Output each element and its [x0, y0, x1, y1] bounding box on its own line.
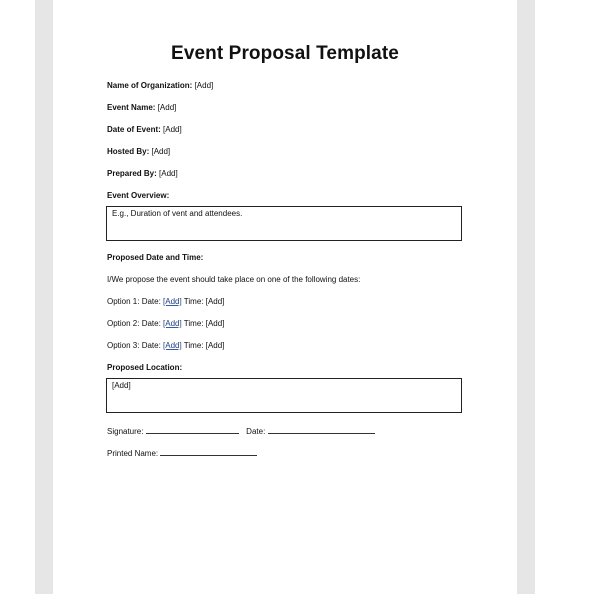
option-3-time[interactable]: [Add] [205, 341, 225, 350]
prepared-by-label: Prepared By: [107, 169, 157, 178]
option-2-prefix: Option 2: Date: [107, 319, 164, 328]
proposed-date-heading: Proposed Date and Time: [107, 253, 204, 262]
event-name-field [107, 103, 176, 113]
organization-value[interactable]: [Add] [194, 81, 214, 90]
hosted-by-field [107, 147, 170, 157]
prepared-by-value[interactable]: [Add] [159, 169, 178, 178]
option-1-date[interactable]: [Add] [163, 297, 182, 306]
signature-label: Signature: [107, 427, 144, 436]
printed-name-label: Printed Name: [107, 449, 159, 458]
option-3-time-label: Time: [181, 341, 206, 350]
event-name-label: Event Name: [107, 103, 156, 112]
signature-date-line[interactable] [268, 425, 375, 434]
event-date-label: Date of Event: [107, 125, 161, 134]
option-2-date[interactable]: [Add] [163, 319, 182, 328]
date-option-3 [107, 341, 224, 351]
prepared-by-field [107, 169, 178, 179]
event-overview-heading: Event Overview: [107, 191, 170, 200]
proposed-location-heading: Proposed Location: [107, 363, 183, 372]
signature-date-label: Date: [246, 427, 266, 436]
option-2-time-label: Time: [181, 319, 206, 328]
organization-label: Name of Organization: [107, 81, 193, 90]
proposed-location-text: [Add] [112, 381, 131, 390]
option-1-time-label: Time: [181, 297, 206, 306]
option-1-time[interactable]: [Add] [205, 297, 225, 306]
event-date-value[interactable]: [Add] [163, 125, 182, 134]
option-1-prefix: Option 1: Date: [107, 297, 164, 306]
page-title: Event Proposal Template [171, 43, 399, 64]
event-overview-text: E.g., Duration of vent and attendees. [112, 209, 243, 218]
left-page-margin [35, 0, 53, 594]
option-3-prefix: Option 3: Date: [107, 341, 164, 350]
date-option-2 [107, 319, 224, 329]
organization-field [107, 81, 213, 91]
date-option-1 [107, 297, 224, 307]
right-page-margin [517, 0, 535, 594]
hosted-by-value[interactable]: [Add] [151, 147, 171, 156]
hosted-by-label: Hosted By: [107, 147, 150, 156]
event-date-field [107, 125, 182, 135]
signature-line[interactable] [146, 425, 239, 434]
printed-name-row [107, 447, 257, 459]
event-name-value[interactable]: [Add] [157, 103, 177, 112]
document-page [53, 0, 517, 594]
printed-name-line[interactable] [160, 447, 257, 456]
option-2-time[interactable]: [Add] [205, 319, 225, 328]
option-3-date[interactable]: [Add] [163, 341, 182, 350]
event-overview-box[interactable] [106, 206, 462, 241]
proposed-date-intro: I/We propose the event should take place on one of the following dates: [107, 275, 361, 284]
signature-row [107, 425, 375, 437]
proposed-location-box[interactable] [106, 378, 462, 413]
